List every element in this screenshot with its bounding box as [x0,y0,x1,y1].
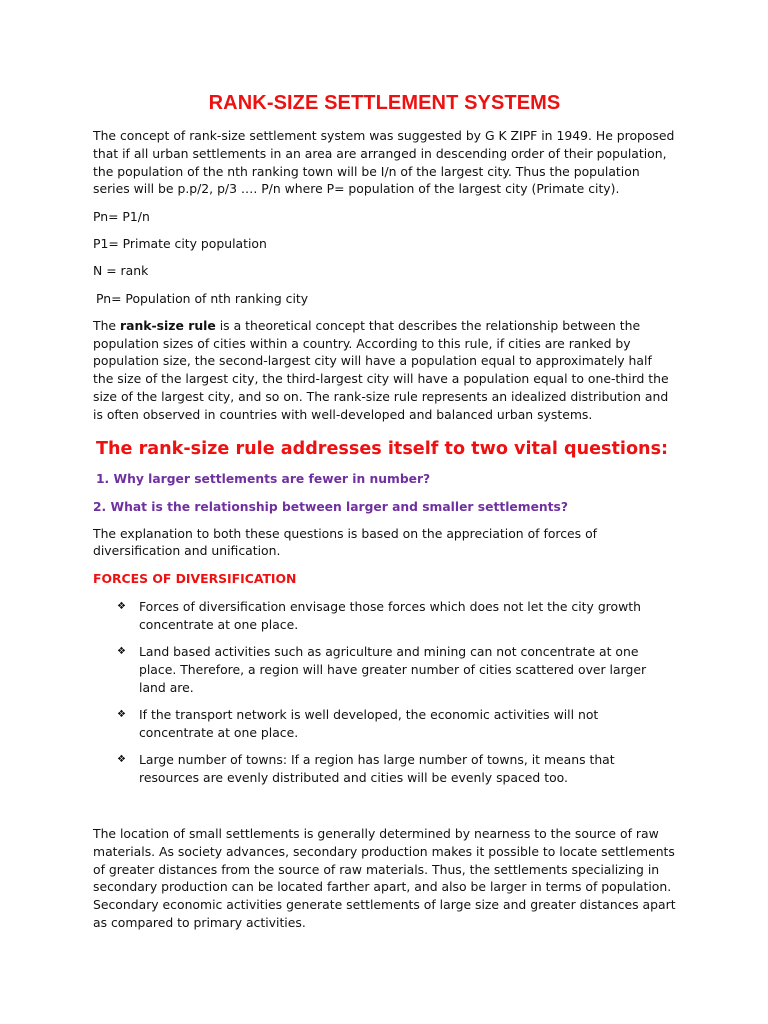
bullet-text: Land based activities such as agriculture and mining can not concentrate at one place. Therefore, a region will have greater number of cities scattered over larger land are. [139,644,647,695]
diamond-bullet-icon: ❖ [117,646,126,658]
diamond-bullet-icon: ❖ [117,754,126,766]
bullet-text: Large number of towns: If a region has large number of towns, it means that resources are evenly distributed and cities will be evenly spaced too. [139,752,615,786]
rank-size-lead-text: The [93,317,120,333]
forces-bullet-list [93,598,676,787]
question-one: 1. Why larger settlements are fewer in number? [96,471,431,486]
question-two: 2. What is the relationship between larger and smaller settlements? [93,499,568,514]
list-item [93,643,676,696]
rank-size-term: rank-size rule [119,317,216,333]
explanation-paragraph: The explanation to both these questions is based on the appreciation of forces of diversification and unification. [93,525,598,559]
rank-size-rule-paragraph [93,317,676,424]
list-item [93,598,676,634]
list-item [93,706,676,742]
list-item [93,751,676,787]
intro-paragraph: The concept of rank-size settlement system was suggested by G K ZIPF in 1949. He proposed that if all urban settlements in an area are arranged in descending order of their population, the population of the nth ranking town will be I/n of the largest city. Thus the population series will be p.p/2, p/3 …. P/n where P= population of the largest city (Primate city). [93,128,675,197]
bullet-text: If the transport network is well developed, the economic activities will not concentrate at one place. [139,707,599,741]
formula-p1: P1= Primate city population [93,235,267,251]
formula-pn-definition: Pn= Population of nth ranking city [96,290,309,306]
rank-size-body-text: is a theoretical concept that describes the relationship between the population sizes of cities within a country. According to this rule, if cities are ranked by population size, the second-largest city will have a population equal to approximately half the size of the largest city, the third-largest city will have a population equal to one-third the size of the largest city, and so on. The rank-size rule represents an idealized distribution and is often observed in countries with well-developed and balanced urban systems. [93,317,669,422]
bullet-text: Forces of diversification envisage those forces which does not let the city growth concentrate at one place. [139,599,641,633]
forces-heading: FORCES OF DIVERSIFICATION [93,571,297,587]
section-subtitle: The rank-size rule addresses itself to two vital questions: [96,438,669,459]
formula-rank: N = rank [93,263,149,279]
diamond-bullet-icon: ❖ [117,709,126,721]
closing-paragraph: The location of small settlements is generally determined by nearness to the source of raw materials. As society advances, secondary production makes it possible to locate settlements of greater distances from the source of raw materials. Thus, the settlements specializing in secondary production can be located farther apart, and also be larger in terms of population. Secondary economic activities generate settlements of large size and greater distances apart as compared to primary activities. [93,825,676,930]
formula-pn: Pn= P1/n [93,208,150,224]
diamond-bullet-icon: ❖ [117,601,126,613]
document-title: RANK-SIZE SETTLEMENT SYSTEMS [208,92,561,114]
